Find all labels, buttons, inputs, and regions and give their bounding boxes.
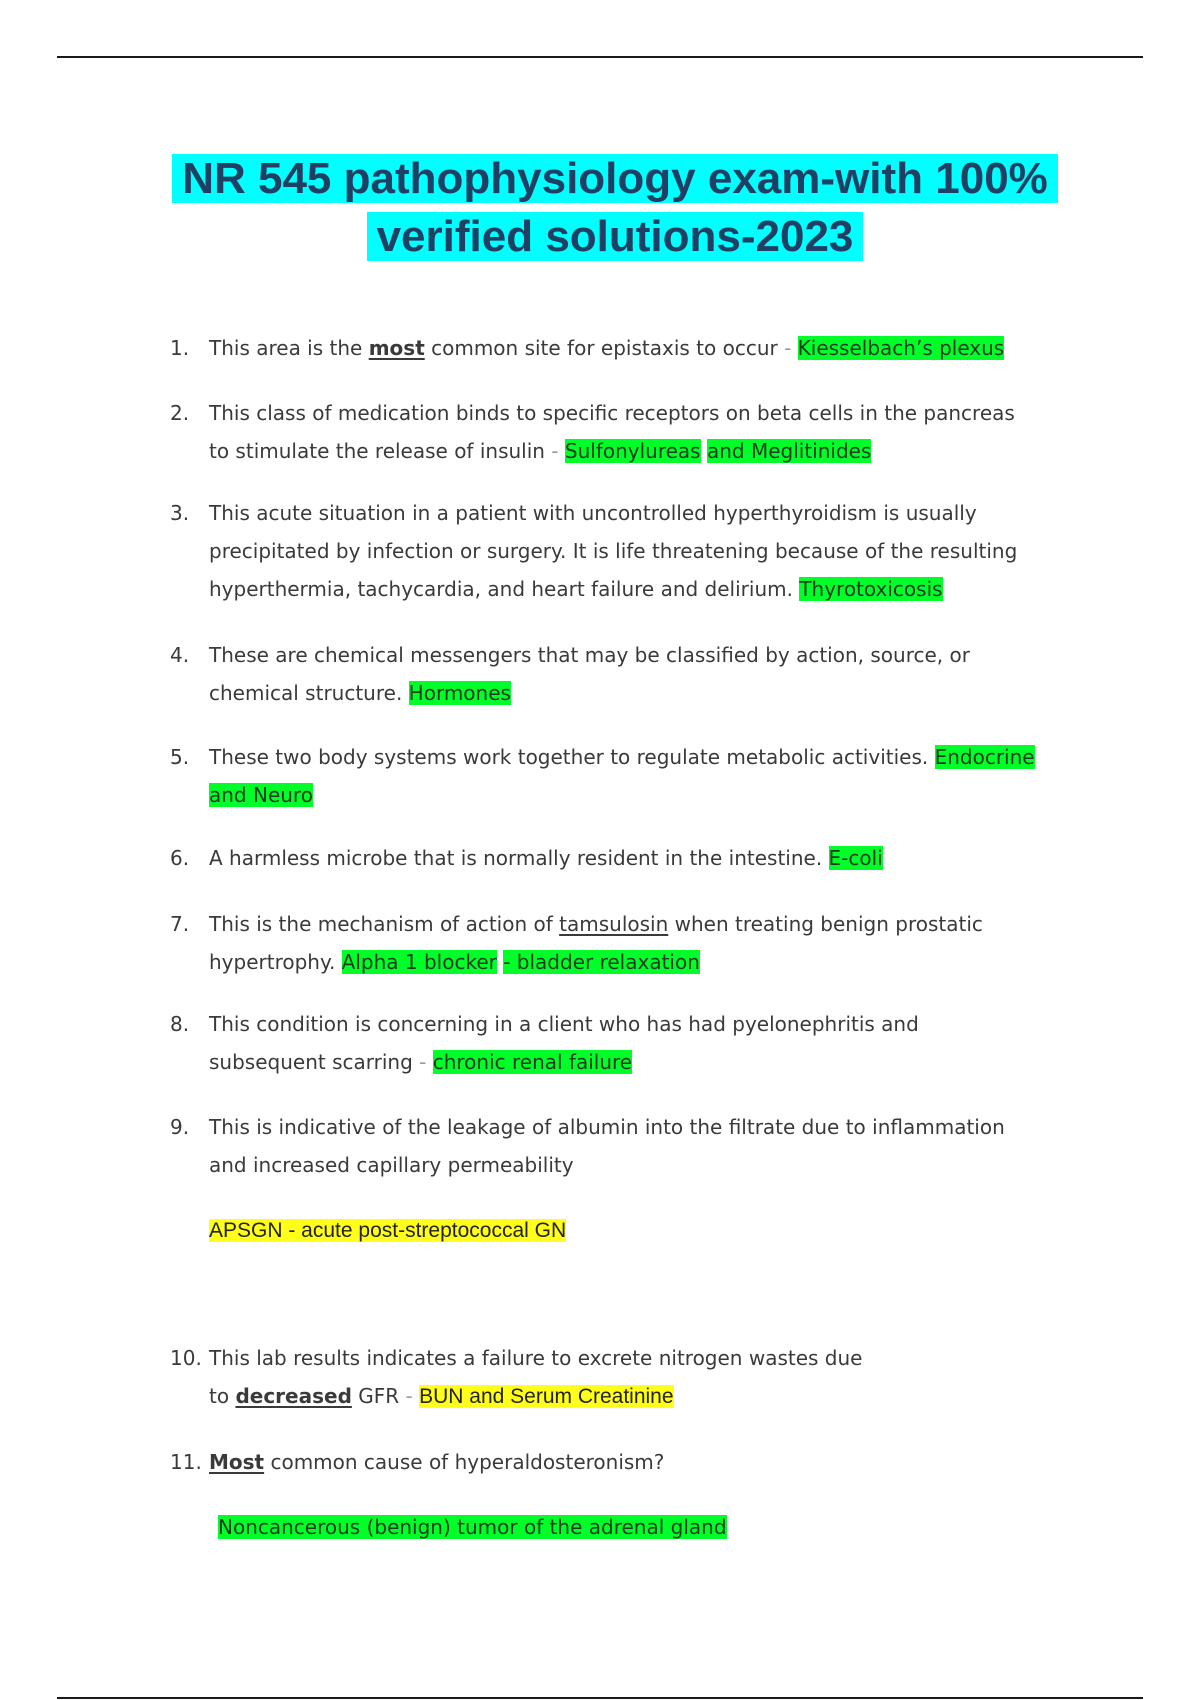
question-text: These are chemical messengers that may be classified by action, source, or <box>209 643 970 667</box>
question-11-answer <box>218 1512 727 1542</box>
question-text: to <box>209 1384 236 1408</box>
question-text: when treating benign prostatic <box>668 912 983 936</box>
question-number: 5. <box>170 745 190 769</box>
question-text: These two body systems work together to regulate metabolic activities. <box>209 745 935 769</box>
question-text: and increased capillary permeability <box>209 1153 574 1177</box>
question-5 <box>170 738 1090 814</box>
bottom-rule <box>57 1697 1143 1699</box>
question-4 <box>170 636 1090 712</box>
question-number: 8. <box>170 1012 190 1036</box>
question-text: common cause of hyperaldosteronism? <box>264 1450 665 1474</box>
emphasis-text: most <box>368 336 425 360</box>
separator: - <box>544 439 565 463</box>
question-text: This acute situation in a patient with uncontrolled hyperthyroidism is usually <box>209 501 977 525</box>
question-number: 10. <box>170 1346 202 1370</box>
question-text: This area is the <box>209 336 369 360</box>
question-number: 4. <box>170 643 190 667</box>
question-1 <box>170 329 1090 367</box>
answer-highlight: Endocrine <box>934 745 1035 769</box>
question-number: 2. <box>170 401 190 425</box>
answer-highlight: Alpha 1 blocker <box>341 950 497 974</box>
question-text: subsequent scarring <box>209 1050 413 1074</box>
emphasis-text: Most <box>209 1450 265 1474</box>
separator: - <box>399 1384 420 1408</box>
answer-highlight: E-coli <box>828 846 883 870</box>
answer-highlight: APSGN - acute post-streptococcal GN <box>209 1219 567 1242</box>
question-number: 11. <box>170 1450 202 1474</box>
question-text: hyperthermia, tachycardia, and heart failure and delirium. <box>209 577 800 601</box>
emphasis-text: decreased <box>235 1384 352 1408</box>
question-number: 9. <box>170 1115 190 1139</box>
question-number: 3. <box>170 501 190 525</box>
question-text: common site for epistaxis to occur <box>424 336 778 360</box>
top-rule <box>57 56 1143 58</box>
page-title <box>150 150 1080 266</box>
question-3 <box>170 494 1090 608</box>
question-text: A harmless microbe that is normally resident in the intestine. <box>209 846 829 870</box>
question-number: 7. <box>170 912 190 936</box>
question-9 <box>170 1108 1090 1184</box>
emphasis-text: tamsulosin <box>559 912 669 936</box>
answer-highlight: Hormones <box>408 681 511 705</box>
answer-highlight: Noncancerous (benign) tumor of the adrenal gland <box>218 1515 727 1539</box>
separator: - <box>777 336 798 360</box>
question-text: This is the mechanism of action of <box>209 912 560 936</box>
answer-highlight: and Meglitinides <box>706 439 872 463</box>
question-text: to stimulate the release of insulin <box>209 439 545 463</box>
answer-highlight: BUN and Serum Creatinine <box>419 1385 674 1408</box>
question-text: This condition is concerning in a client who has had pyelonephritis and <box>209 1012 919 1036</box>
question-10 <box>170 1339 1090 1416</box>
question-number: 6. <box>170 846 190 870</box>
question-11 <box>170 1443 1090 1481</box>
answer-highlight: Kiesselbach’s plexus <box>797 336 1005 360</box>
question-8 <box>170 1005 1090 1081</box>
question-text: precipitated by infection or surgery. It is life threatening because of the resulting <box>209 539 1018 563</box>
question-6 <box>170 839 1090 877</box>
title-line-1: NR 545 pathophysiology exam-with 100% <box>172 154 1058 203</box>
answer-highlight: and Neuro <box>209 783 313 807</box>
question-text: This is indicative of the leakage of albumin into the filtrate due to inflammation <box>209 1115 1005 1139</box>
title-line-2: verified solutions-2023 <box>367 212 864 261</box>
question-number: 1. <box>170 336 190 360</box>
question-text: hypertrophy. <box>209 950 342 974</box>
answer-highlight: Sulfonylureas <box>564 439 701 463</box>
question-text: This lab results indicates a failure to excrete nitrogen wastes due <box>209 1346 863 1370</box>
answer-highlight: - bladder relaxation <box>503 950 700 974</box>
separator: - <box>412 1050 433 1074</box>
question-7 <box>170 905 1090 981</box>
question-text: This class of medication binds to specific receptors on beta cells in the pancreas <box>209 401 1015 425</box>
question-2 <box>170 394 1090 470</box>
question-9-answer <box>209 1215 566 1246</box>
question-text: chemical structure. <box>209 681 409 705</box>
answer-highlight: Thyrotoxicosis <box>799 577 943 601</box>
question-text: GFR <box>351 1384 400 1408</box>
answer-highlight: chronic renal failure <box>432 1050 633 1074</box>
